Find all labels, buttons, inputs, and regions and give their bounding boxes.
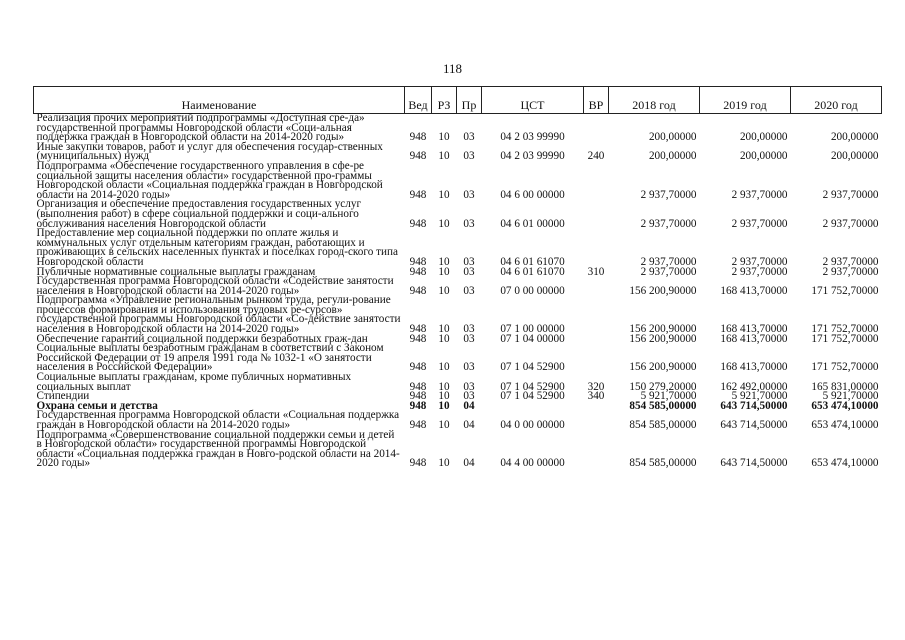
row-vr: 310 xyxy=(587,265,605,278)
row-name: Публичные нормативные социальные выплаты гражданам xyxy=(36,265,316,278)
row-value-2019: 2 937,70000 xyxy=(731,265,788,278)
budget-table xyxy=(33,86,882,469)
row-rz: 10 xyxy=(438,255,450,268)
row-value-2019: 2 937,70000 xyxy=(731,217,788,230)
row-value-2018: 150 279,20000 xyxy=(629,380,697,393)
row-pr: 04 xyxy=(463,419,475,431)
row-vr xyxy=(584,402,609,412)
page-number: 118 xyxy=(442,61,463,76)
row-value-2020: 171 752,70000 xyxy=(811,284,879,297)
row-cst: 04 6 01 61070 xyxy=(500,265,565,278)
row-cst: 04 0 00 00000 xyxy=(500,419,565,431)
row-value-2020: 171 752,70000 xyxy=(811,323,879,336)
row-vr: 320 xyxy=(587,380,605,393)
row-cst: 07 0 00 00000 xyxy=(500,284,565,297)
row-vr xyxy=(584,431,609,469)
row-rz: 10 xyxy=(438,457,450,470)
row-ved: 948 xyxy=(409,399,427,412)
row-value-2018: 156 200,90000 xyxy=(629,284,697,297)
row-ved: 948 xyxy=(409,188,427,201)
row-value-2018: 2 937,70000 xyxy=(640,188,697,201)
row-value-2019: 2 937,70000 xyxy=(731,255,788,268)
row-rz: 10 xyxy=(438,390,450,403)
row-value-2019: 200,00000 xyxy=(739,131,788,144)
row-vr xyxy=(584,296,609,334)
row-rz: 10 xyxy=(438,399,450,412)
header-name: Наименование xyxy=(34,87,405,114)
row-vr xyxy=(584,162,609,200)
row-rz: 10 xyxy=(438,380,450,393)
row-ved: 948 xyxy=(409,457,427,470)
row-value-2019: 168 413,70000 xyxy=(720,361,788,374)
row-name: Реализация прочих мероприятий подпрограммы «Доступная сре-да» государственной программы Новгородской области «Соци-альная поддержка граждан в Новгородской области на 2014-2020 годы» xyxy=(36,112,365,144)
row-vr xyxy=(584,277,609,296)
row-value-2020: 200,00000 xyxy=(830,131,879,144)
row-name: Подпрограмма «Управление региональным рынком труда, регули-рование процессов формирования и использования трудовых ре-сурсов» государственной программы Новгородской области «Со-действие занятости населения в Новгородской области на 2014-2020 годы» xyxy=(36,294,401,336)
row-vr xyxy=(584,229,609,267)
row-value-2019: 168 413,70000 xyxy=(720,332,788,345)
row-value-2019: 168 413,70000 xyxy=(720,323,788,336)
row-value-2020: 5 921,70000 xyxy=(822,390,879,403)
row-value-2020: 2 937,70000 xyxy=(822,265,879,278)
header-vr: ВР xyxy=(584,87,609,114)
row-value-2019: 2 937,70000 xyxy=(731,188,788,201)
table-row xyxy=(34,344,882,373)
row-cst: 04 6 01 00000 xyxy=(500,217,565,230)
row-cst: 07 1 04 00000 xyxy=(500,332,565,345)
row-value-2018: 200,00000 xyxy=(648,131,697,144)
row-name: Иные закупки товаров, работ и услуг для обеспечения государ-ственных (муниципальных) нужд xyxy=(36,140,383,163)
header-2019: 2019 год xyxy=(700,87,791,114)
row-pr: 03 xyxy=(463,284,475,297)
header-2020: 2020 год xyxy=(791,87,882,114)
row-vr: 340 xyxy=(587,390,605,403)
row-rz: 10 xyxy=(438,217,450,230)
row-cst: 07 1 04 52900 xyxy=(500,361,565,374)
row-pr: 03 xyxy=(463,323,475,336)
row-value-2020: 171 752,70000 xyxy=(811,361,879,374)
row-value-2018: 200,00000 xyxy=(648,150,697,163)
row-rz: 10 xyxy=(438,332,450,345)
row-value-2019: 200,00000 xyxy=(739,150,788,163)
row-cst: 04 4 00 00000 xyxy=(500,457,565,470)
row-value-2018: 156 200,90000 xyxy=(629,361,697,374)
row-vr xyxy=(584,200,609,229)
row-value-2019: 643 714,50000 xyxy=(720,399,788,412)
row-vr xyxy=(584,114,609,143)
row-rz: 10 xyxy=(438,419,450,431)
row-ved: 948 xyxy=(409,284,427,297)
row-value-2019: 643 714,50000 xyxy=(720,419,788,431)
row-rz: 10 xyxy=(438,265,450,278)
row-value-2018: 5 921,70000 xyxy=(640,390,697,403)
row-ved: 948 xyxy=(409,361,427,374)
table-row xyxy=(34,229,882,267)
row-vr: 240 xyxy=(587,150,605,163)
row-rz: 10 xyxy=(438,131,450,144)
row-ved: 948 xyxy=(409,380,427,393)
row-name: Предоставление мер социальной поддержки по оплате жилья и коммунальных услуг отдельным категориям граждан, работающих и проживающих в сельских населенных пунктах и поселках город-ского типа Новгородской области xyxy=(36,227,398,268)
row-value-2019: 643 714,50000 xyxy=(720,457,788,470)
row-ved: 948 xyxy=(409,217,427,230)
row-rz: 10 xyxy=(438,361,450,374)
row-value-2020: 171 752,70000 xyxy=(811,332,879,345)
row-ved: 948 xyxy=(409,390,427,403)
row-value-2018: 854 585,00000 xyxy=(629,457,697,470)
table-header-row xyxy=(34,87,882,114)
row-name: Охрана семьи и детства xyxy=(36,399,158,412)
row-pr: 03 xyxy=(463,332,475,345)
row-value-2020: 200,00000 xyxy=(830,150,879,163)
row-value-2019: 162 492,00000 xyxy=(720,380,788,393)
row-pr: 03 xyxy=(463,131,475,144)
table-row xyxy=(34,200,882,229)
row-pr: 03 xyxy=(463,380,475,393)
row-value-2018: 2 937,70000 xyxy=(640,255,697,268)
row-rz: 10 xyxy=(438,323,450,336)
header-2018: 2018 год xyxy=(609,87,700,114)
row-value-2020: 165 831,00000 xyxy=(811,380,879,393)
row-ved: 948 xyxy=(409,323,427,336)
row-rz: 10 xyxy=(438,188,450,201)
row-name: Стипендии xyxy=(36,390,90,403)
row-name: Организация и обеспечение предоставления государственных услуг (выполнения работ) в сфере социальной поддержки и соци-ального обслуживания населения Новгородской области xyxy=(36,198,362,230)
row-value-2018: 854 585,00000 xyxy=(629,399,697,412)
row-value-2018: 2 937,70000 xyxy=(640,265,697,278)
row-value-2020: 653 474,10000 xyxy=(811,399,879,412)
row-cst: 07 1 04 52900 xyxy=(500,380,565,393)
row-ved: 948 xyxy=(409,131,427,144)
row-cst: 04 6 00 00000 xyxy=(500,188,565,201)
header-pr: Пр xyxy=(457,87,482,114)
row-value-2018: 2 937,70000 xyxy=(640,217,697,230)
row-pr: 03 xyxy=(463,255,475,268)
table-row xyxy=(34,431,882,469)
table-row xyxy=(34,296,882,334)
header-rz: РЗ xyxy=(432,87,457,114)
header-cst: ЦСТ xyxy=(482,87,584,114)
row-vr xyxy=(584,335,609,345)
row-name: Обеспечение гарантий социальной поддержки безработных граж-дан xyxy=(36,332,368,345)
row-pr: 04 xyxy=(463,457,475,470)
header-ved: Вед xyxy=(405,87,432,114)
row-cst: 07 1 04 52900 xyxy=(500,390,565,403)
row-cst: 04 6 01 61070 xyxy=(500,255,565,268)
row-rz: 10 xyxy=(438,284,450,297)
row-ved: 948 xyxy=(409,150,427,163)
row-pr: 03 xyxy=(463,188,475,201)
row-pr: 03 xyxy=(463,390,475,403)
table-row xyxy=(34,411,882,430)
row-name: Социальные выплаты безработным гражданам в соответствии с Законом Российской Федерации от 19 апреля 1991 года № 1032-1 «О занятости населения в Российской Федерации» xyxy=(36,342,384,374)
row-value-2018: 156 200,90000 xyxy=(629,332,697,345)
table-row xyxy=(34,162,882,200)
row-pr: 03 xyxy=(463,150,475,163)
row-name: Государственная программа Новгородской области «Содействие занятости населения в Новгородской области на 2014-2020 годы» xyxy=(36,275,394,297)
row-value-2018: 854 585,00000 xyxy=(629,419,697,431)
row-rz: 10 xyxy=(438,150,450,163)
row-value-2020: 653 474,10000 xyxy=(811,419,879,431)
row-pr: 03 xyxy=(463,361,475,374)
row-value-2020: 2 937,70000 xyxy=(822,217,879,230)
row-value-2018: 156 200,90000 xyxy=(629,323,697,336)
row-cst: 04 2 03 99990 xyxy=(500,150,565,163)
row-ved: 948 xyxy=(409,419,427,431)
row-pr: 04 xyxy=(463,399,475,412)
row-pr: 03 xyxy=(463,265,475,278)
row-vr xyxy=(584,411,609,430)
row-value-2020: 653 474,10000 xyxy=(811,457,879,470)
row-name: Подпрограмма «Совершенствование социальной поддержки семьи и детей в Новгородской области» государственной программы Новгородской области «Социальная поддержка граждан в Новго-родской области на 2014-2020 годы» xyxy=(36,428,400,470)
row-cst: 07 1 00 00000 xyxy=(500,323,565,336)
row-ved: 948 xyxy=(409,255,427,268)
row-cst xyxy=(482,402,584,412)
row-name: Подпрограмма «Обеспечение государственного управления в сфе-ре социальной защиты населения области» государственной про-граммы Новгородской области «Социальная поддержка граждан в Новгородской области на 2014-2020 годы» xyxy=(36,159,383,201)
table-row xyxy=(34,114,882,143)
row-value-2019: 5 921,70000 xyxy=(731,390,788,403)
row-name: Государственная программа Новгородской области «Социальная поддержка граждан в Новгородской области на 2014-2020 годы» xyxy=(36,409,400,431)
row-ved: 948 xyxy=(409,265,427,278)
row-cst: 04 2 03 99990 xyxy=(500,131,565,144)
row-ved: 948 xyxy=(409,332,427,345)
row-value-2020: 2 937,70000 xyxy=(822,188,879,201)
row-pr: 03 xyxy=(463,217,475,230)
row-name: Социальные выплаты гражданам, кроме публичных нормативных социальных выплат xyxy=(36,371,352,393)
row-value-2020: 2 937,70000 xyxy=(822,255,879,268)
row-value-2019: 168 413,70000 xyxy=(720,284,788,297)
row-vr xyxy=(584,344,609,373)
